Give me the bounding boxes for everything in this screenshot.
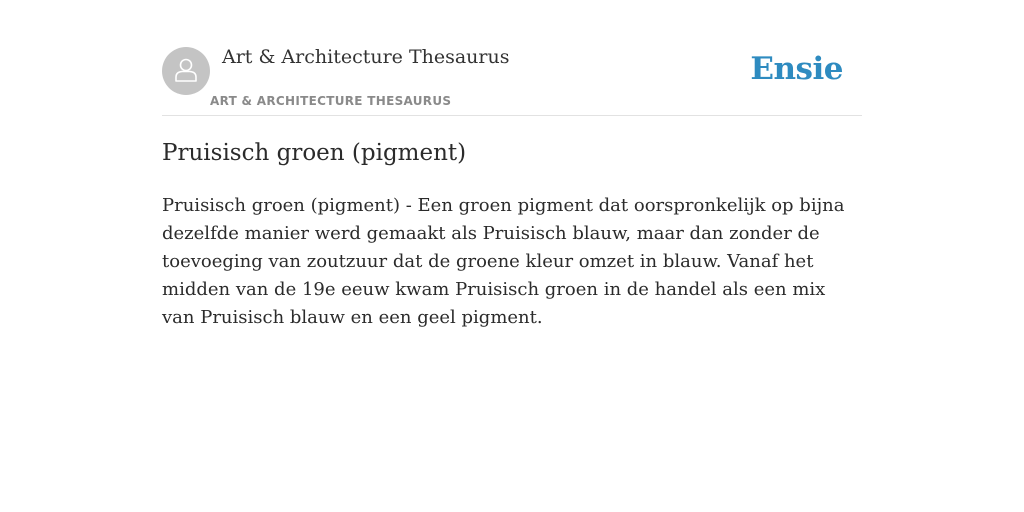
author-name[interactable]: Art & Architecture Thesaurus [222, 46, 510, 68]
card-header [162, 0, 862, 116]
definition-card [162, 0, 862, 512]
avatar[interactable] [162, 47, 210, 95]
definition-text: Pruisisch groen (pigment) - Een groen pigment dat oorspronkelijk op bijna dezelfde manier werd gemaakt als Pruisisch blauw, maar dan zonder de toevoeging van zoutzuur dat de groene kleur omzet in blauw. Vanaf het midden van de 19e eeuw kwam Pruisisch groen in de handel als een mix van Pruisisch blauw en een geel pigment. [162, 195, 845, 328]
brand-logo[interactable]: Ensie [750, 51, 843, 87]
page-title: Pruisisch groen (pigment) [162, 140, 467, 166]
source-label[interactable]: ART & ARCHITECTURE THESAURUS [210, 94, 452, 108]
user-icon [172, 55, 200, 87]
